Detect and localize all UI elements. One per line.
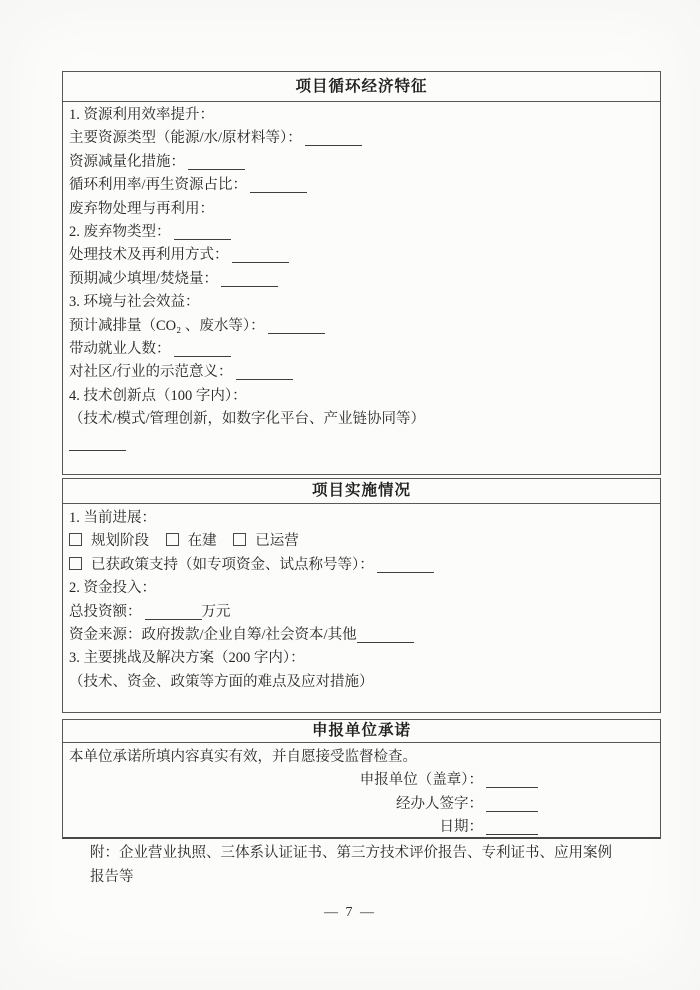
form-line xyxy=(69,671,650,694)
form-label: 处理技术及再利用方式： xyxy=(69,247,229,264)
section-body xyxy=(63,102,660,455)
form-label: 主要资源类型（能源/水/原材料等）： xyxy=(69,130,302,147)
form-line xyxy=(69,174,650,197)
fill-in-blank xyxy=(221,272,278,287)
checkbox-unchecked-icon xyxy=(69,557,82,570)
form-label: （技术、资金、政策等方面的难点及应对措施） xyxy=(69,673,374,690)
fill-in-blank xyxy=(377,558,434,573)
form-line xyxy=(69,338,650,361)
fill-in-blank xyxy=(486,773,538,788)
fill-in-blank xyxy=(268,319,325,334)
attachment-note: 附：企业营业执照、三体系认证证书、第三方技术评价报告、专利证书、应用案例报告等 xyxy=(90,845,612,885)
progress-options-row xyxy=(69,530,650,553)
section-implementation-table xyxy=(62,478,661,713)
fill-in-blank xyxy=(69,436,126,451)
fill-in-blank xyxy=(188,155,245,170)
form-line xyxy=(69,647,650,670)
form-label: 1. 资源利用效率提升： xyxy=(69,107,214,123)
unit-label: 万元 xyxy=(201,603,231,620)
form-label: 3. 主要挑战及解决方案（200 字内）： xyxy=(69,650,305,667)
checkbox-unchecked-icon xyxy=(69,533,82,546)
checkbox-label: 在建 xyxy=(187,533,217,550)
form-line xyxy=(69,361,650,384)
form-label: 废弃物处理与再利用： xyxy=(69,200,214,217)
fill-in-blank xyxy=(236,365,293,380)
form-line xyxy=(69,385,650,408)
section-body xyxy=(63,743,660,840)
form-label: （技术/模式/管理创新，如数字化平台、产业链协同等） xyxy=(69,411,426,428)
form-line xyxy=(69,577,650,600)
checkbox-unchecked-icon xyxy=(166,533,179,546)
form-line xyxy=(69,507,650,530)
form-label: 循环利用率/再生资源占比： xyxy=(69,177,248,194)
form-line xyxy=(69,408,650,431)
form-line xyxy=(69,244,650,267)
section-title: 申报单位承诺 xyxy=(63,720,660,743)
form-label: 4. 技术创新点（100 字内）： xyxy=(69,387,247,404)
form-label: 预期减少填埋/焚烧量： xyxy=(69,270,219,287)
form-label: 预计减排量（CO₂ 、废水等）： xyxy=(69,317,265,334)
form-line xyxy=(69,198,650,221)
form-label: 3. 环境与社会效益： xyxy=(69,294,200,311)
form-label: 申报单位（盖章）： xyxy=(359,772,483,789)
fill-in-blank xyxy=(174,225,231,240)
form-label: 经办人签字： xyxy=(396,795,483,812)
signature-line xyxy=(69,769,650,792)
checkbox-unchecked-icon xyxy=(233,533,246,546)
fill-in-blank xyxy=(174,342,231,357)
signature-line xyxy=(69,793,650,816)
form-line xyxy=(69,315,650,338)
fill-in-blank xyxy=(486,797,538,812)
form-label: 资源减量化措施： xyxy=(69,153,185,170)
form-label: 2. 废弃物类型： xyxy=(69,224,171,241)
fill-in-blank xyxy=(305,131,362,146)
total-investment-row xyxy=(69,601,650,624)
fill-in-blank xyxy=(232,248,289,263)
section-commitment-table xyxy=(62,719,661,839)
form-line xyxy=(69,268,650,291)
checkbox-label: 已运营 xyxy=(255,533,299,550)
form-line xyxy=(69,151,650,174)
signature-line xyxy=(69,816,650,839)
section-title: 项目循环经济特征 xyxy=(63,72,660,102)
section-circular-economy-table xyxy=(62,71,661,475)
form-label: 日期： xyxy=(439,819,483,836)
fill-in-blank xyxy=(486,820,538,835)
checkbox-label: 已获政策支持（如专项资金、试点称号等）： xyxy=(91,556,374,573)
page-number: — 7 — xyxy=(324,905,376,920)
section-body xyxy=(63,504,660,694)
form-label: 1. 当前进展： xyxy=(69,510,156,526)
fill-in-blank xyxy=(250,178,307,193)
form-line xyxy=(69,221,650,244)
form-line xyxy=(69,104,650,127)
commitment-statement: 本单位承诺所填内容真实有效，并自愿接受监督检查。 xyxy=(69,749,417,765)
form-label: 2. 资金投入： xyxy=(69,580,156,597)
form-label: 对社区/行业的示范意义： xyxy=(69,364,233,381)
checkbox-label: 规划阶段 xyxy=(91,533,149,550)
fill-in-blank xyxy=(357,628,414,643)
policy-support-row xyxy=(69,554,650,577)
fill-in-blank xyxy=(145,605,202,620)
funding-source-row xyxy=(69,624,650,647)
form-label: 总投资额： xyxy=(69,603,142,620)
form-line xyxy=(69,291,650,314)
form-label: 资金来源：政府拨款/企业自筹/社会资本/其他 xyxy=(69,627,357,644)
form-line xyxy=(69,432,650,455)
form-label: 带动就业人数： xyxy=(69,341,171,358)
form-line xyxy=(69,127,650,150)
section-title: 项目实施情况 xyxy=(63,479,660,504)
